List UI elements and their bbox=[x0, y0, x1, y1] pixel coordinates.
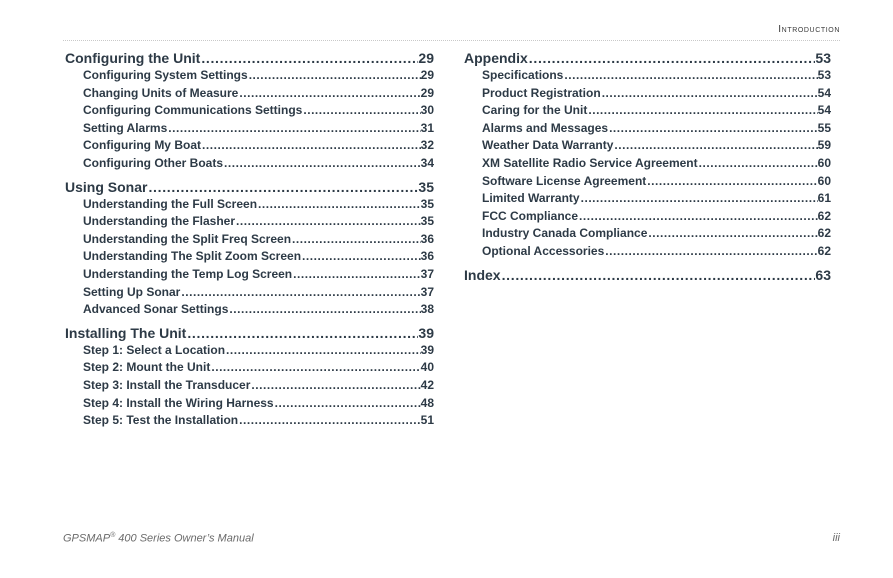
toc-page-number: 60 bbox=[817, 155, 831, 170]
toc-item-understanding-the-full-screen[interactable] bbox=[65, 196, 434, 214]
toc-item-industry-canada-compliance[interactable] bbox=[464, 225, 831, 243]
toc-page-number: 39 bbox=[420, 342, 434, 357]
running-header: Introduction bbox=[778, 24, 840, 35]
toc-entry-title: FCC Compliance bbox=[482, 208, 579, 223]
dot-leader bbox=[249, 67, 421, 85]
toc-entry-title: Understanding the Flasher bbox=[83, 214, 236, 229]
toc-entry-title: Advanced Sonar Settings bbox=[83, 302, 229, 317]
toc-item-configuring-my-boat[interactable] bbox=[65, 137, 434, 155]
toc-page-number: 40 bbox=[420, 360, 434, 375]
toc-item-setting-up-sonar[interactable] bbox=[65, 284, 434, 302]
dot-leader bbox=[239, 85, 420, 103]
toc-page-number: 39 bbox=[418, 324, 434, 341]
dot-leader bbox=[202, 137, 421, 155]
toc-column-right bbox=[464, 49, 831, 284]
toc-section-index[interactable] bbox=[464, 266, 831, 284]
toc-page-number: 42 bbox=[420, 377, 434, 392]
dot-leader bbox=[181, 284, 420, 302]
toc-page-number: 53 bbox=[817, 68, 831, 82]
toc-page-number: 55 bbox=[817, 120, 831, 135]
toc-page-number: 36 bbox=[420, 231, 434, 246]
toc-entry-title: XM Satellite Radio Service Agreement bbox=[482, 155, 698, 170]
dot-leader bbox=[292, 231, 421, 249]
toc-item-understanding-the-temp-log-screen[interactable] bbox=[65, 266, 434, 284]
toc-page-number: 63 bbox=[815, 266, 831, 283]
toc-page-number: 29 bbox=[420, 85, 434, 100]
toc-entry-title: Installing The Unit bbox=[65, 324, 187, 341]
dot-leader bbox=[168, 120, 420, 138]
toc-entry-title: Understanding the Temp Log Screen bbox=[83, 266, 293, 281]
toc-entry-title: Appendix bbox=[464, 50, 528, 66]
toc-entry-title: Caring for the Unit bbox=[482, 103, 588, 118]
toc-item-understanding-the-split-freq-screen[interactable] bbox=[65, 231, 434, 249]
toc-item-understanding-the-flasher[interactable] bbox=[65, 213, 434, 231]
dot-leader bbox=[239, 412, 421, 430]
dot-leader bbox=[502, 266, 816, 284]
toc-column-left bbox=[65, 49, 434, 430]
toc-entry-title: Understanding the Full Screen bbox=[83, 196, 258, 211]
toc-entry-title: Limited Warranty bbox=[482, 191, 580, 206]
toc-entry-title: Configuring Other Boats bbox=[83, 155, 223, 170]
toc-entry-title: Step 5: Test the Installation bbox=[83, 413, 239, 428]
toc-entry-title: Weather Data Warranty bbox=[482, 138, 614, 153]
dot-leader bbox=[602, 85, 818, 103]
toc-item-specifications[interactable] bbox=[464, 67, 831, 85]
toc-entry-title: Using Sonar bbox=[65, 178, 148, 195]
toc-item-weather-data-warranty[interactable] bbox=[464, 137, 831, 155]
toc-section-using-sonar[interactable] bbox=[65, 178, 434, 196]
toc-entry-title: Industry Canada Compliance bbox=[482, 226, 648, 241]
dot-leader bbox=[251, 377, 420, 395]
dot-leader bbox=[581, 190, 818, 208]
toc-page-number: 29 bbox=[418, 50, 434, 66]
toc-item-step-2-mount-the-unit[interactable] bbox=[65, 359, 434, 377]
toc-entry-title: Step 1: Select a Location bbox=[83, 342, 226, 357]
toc-entry-title: Product Registration bbox=[482, 85, 601, 100]
toc-item-advanced-sonar-settings[interactable] bbox=[65, 301, 434, 319]
toc-entry-title: Setting Up Sonar bbox=[83, 284, 181, 299]
toc-item-understanding-the-split-zoom-screen[interactable] bbox=[65, 248, 434, 266]
toc-page-number: 32 bbox=[420, 138, 434, 153]
dot-leader bbox=[303, 102, 420, 120]
toc-item-step-5-test-the-installation[interactable] bbox=[65, 412, 434, 430]
toc-page-number: 37 bbox=[420, 266, 434, 281]
dot-leader bbox=[605, 243, 817, 261]
toc-section-configuring-the-unit[interactable] bbox=[65, 49, 434, 67]
toc-entry-title: Alarms and Messages bbox=[482, 120, 609, 135]
toc-item-step-3-install-the-transducer[interactable] bbox=[65, 377, 434, 395]
toc-page-number: 53 bbox=[815, 50, 831, 66]
toc-entry-title: Step 2: Mount the Unit bbox=[83, 360, 211, 375]
footer-manual-title bbox=[63, 532, 254, 545]
dot-leader bbox=[226, 342, 421, 360]
toc-item-step-1-select-a-location[interactable] bbox=[65, 342, 434, 360]
toc-entry-title: Step 3: Install the Transducer bbox=[83, 377, 251, 392]
toc-entry-title: Setting Alarms bbox=[83, 120, 168, 135]
dot-leader bbox=[614, 137, 817, 155]
dot-leader bbox=[588, 102, 817, 120]
toc-entry-title: Optional Accessories bbox=[482, 243, 605, 258]
toc-section-installing-the-unit[interactable] bbox=[65, 324, 434, 342]
dot-leader bbox=[224, 155, 421, 173]
toc-entry-title: Configuring My Boat bbox=[83, 138, 201, 153]
toc-page-number: 51 bbox=[420, 413, 434, 428]
dot-leader bbox=[579, 208, 818, 226]
toc-entry-title: Index bbox=[464, 266, 501, 283]
toc-entry-title: Configuring System Settings bbox=[83, 68, 248, 82]
toc-item-caring-for-the-unit[interactable] bbox=[464, 102, 831, 120]
toc-page-number: 62 bbox=[817, 243, 831, 258]
dot-leader bbox=[148, 178, 418, 196]
dot-leader bbox=[648, 225, 817, 243]
toc-entry-title: Step 4: Install the Wiring Harness bbox=[83, 395, 274, 410]
dot-leader bbox=[211, 359, 420, 377]
dot-leader bbox=[302, 248, 421, 266]
toc-page-number: 35 bbox=[420, 214, 434, 229]
toc-item-optional-accessories[interactable] bbox=[464, 243, 831, 261]
toc-page-number: 59 bbox=[817, 138, 831, 153]
dot-leader bbox=[647, 173, 817, 191]
toc-page-number: 29 bbox=[420, 68, 434, 82]
registered-mark: ® bbox=[110, 532, 116, 539]
footer-manual-suffix: 400 Series Owner’s Manual bbox=[115, 532, 254, 545]
toc-entry-title: Changing Units of Measure bbox=[83, 85, 239, 100]
dot-leader bbox=[275, 395, 421, 413]
toc-item-step-4-install-the-wiring-harness[interactable] bbox=[65, 395, 434, 413]
dot-leader bbox=[529, 49, 816, 67]
toc-page-number: 38 bbox=[420, 302, 434, 317]
toc-item-xm-satellite-radio-service-agreement[interactable] bbox=[464, 155, 831, 173]
dot-leader bbox=[699, 155, 818, 173]
toc-page-number: 35 bbox=[418, 178, 434, 195]
dot-leader bbox=[187, 324, 418, 342]
toc-page-number: 48 bbox=[420, 395, 434, 410]
toc-page-number: 61 bbox=[817, 191, 831, 206]
toc-page-number: 54 bbox=[817, 103, 831, 118]
toc-item-software-license-agreement[interactable] bbox=[464, 173, 831, 191]
toc-page-number: 35 bbox=[420, 196, 434, 211]
dot-leader bbox=[236, 213, 421, 231]
toc-item-product-registration[interactable] bbox=[464, 85, 831, 103]
toc-item-limited-warranty[interactable] bbox=[464, 190, 831, 208]
toc-page-number: 37 bbox=[420, 284, 434, 299]
footer-page-number: iii bbox=[832, 532, 840, 544]
toc-page-number: 60 bbox=[817, 173, 831, 188]
header-divider bbox=[63, 40, 840, 41]
toc-entry-title: Software License Agreement bbox=[482, 173, 647, 188]
toc-page-number: 30 bbox=[420, 103, 434, 118]
toc-item-configuring-other-boats[interactable] bbox=[65, 155, 434, 173]
dot-leader bbox=[293, 266, 421, 284]
dot-leader bbox=[609, 120, 818, 138]
toc-entry-title: Configuring Communications Settings bbox=[83, 103, 303, 118]
toc-entry-title: Configuring the Unit bbox=[65, 50, 201, 66]
footer-product-name: GPSMAP bbox=[63, 532, 111, 545]
toc-page-number: 31 bbox=[420, 120, 434, 135]
toc-entry-title: Understanding the Split Freq Screen bbox=[83, 231, 292, 246]
toc-page-number: 62 bbox=[817, 208, 831, 223]
toc-page-number: 36 bbox=[420, 249, 434, 264]
dot-leader bbox=[201, 49, 418, 67]
toc-page-number: 34 bbox=[420, 155, 434, 170]
dot-leader bbox=[564, 67, 817, 85]
toc-item-fcc-compliance[interactable] bbox=[464, 208, 831, 226]
toc-item-configuring-system-settings[interactable] bbox=[65, 67, 434, 85]
toc-page-number: 54 bbox=[817, 85, 831, 100]
toc-item-configuring-communications-settings[interactable] bbox=[65, 102, 434, 120]
toc-page-number: 62 bbox=[817, 226, 831, 241]
toc-item-setting-alarms[interactable] bbox=[65, 120, 434, 138]
toc-section-appendix[interactable] bbox=[464, 49, 831, 67]
dot-leader bbox=[229, 301, 420, 319]
toc-entry-title: Understanding The Split Zoom Screen bbox=[83, 249, 302, 264]
toc-entry-title: Specifications bbox=[482, 68, 564, 82]
toc-item-alarms-and-messages[interactable] bbox=[464, 120, 831, 138]
toc-item-changing-units-of-measure[interactable] bbox=[65, 85, 434, 103]
dot-leader bbox=[258, 196, 421, 214]
